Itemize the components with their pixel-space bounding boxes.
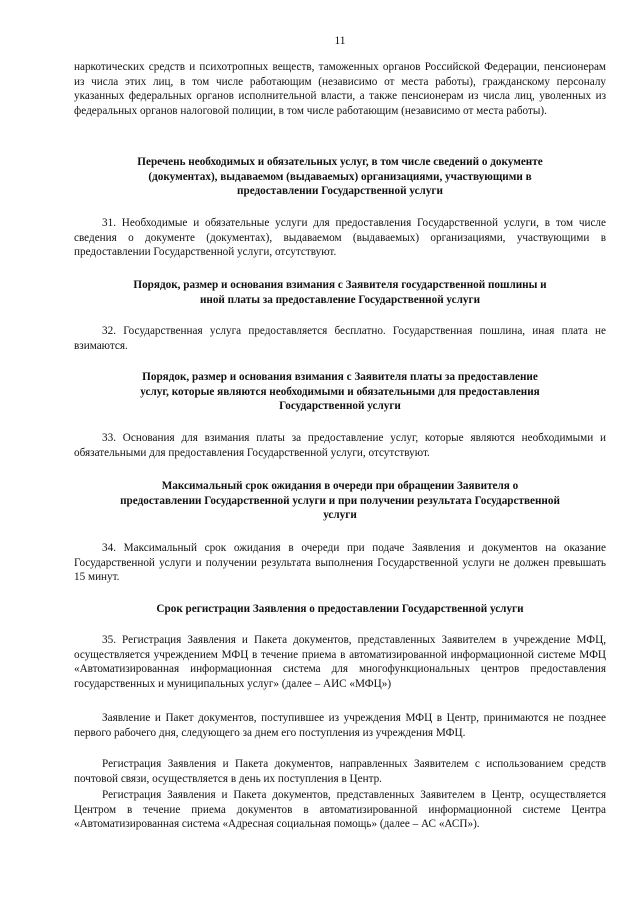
- heading-line: Срок регистрации Заявления о предоставлении Государственной услуги: [156, 603, 524, 615]
- heading-line: Государственной услуги: [279, 400, 401, 413]
- paragraph-34: 34. Максимальный срок ожидания в очереди при подаче Заявления и документов на оказание Государственной услуги и получении результата выполнения Государственной услуги не должен превышать 15 минут.: [74, 542, 606, 584]
- heading-line: Перечень необходимых и обязательных услуг, в том числе сведений о документе: [137, 156, 543, 168]
- paragraph-35-center: Регистрация Заявления и Пакета документов, представленных Заявителем в Центр, осуществляется Центром в течение приема документов в автоматизированной информационной системе Центра «Автоматизированная система «Адресная социальная помощь» (далее – АС «АСП»).: [74, 789, 606, 831]
- paragraph-35: 35. Регистрация Заявления и Пакета документов, представленных Заявителем в учреждение МФЦ, осуществляется учреждением МФЦ в течение приема в автоматизированной информационной системе МФЦ «Автоматизированная информационная система для многофункциональных центров предоставления государственных и муниципальных услуг» (далее – АИС «МФЦ»): [74, 634, 606, 690]
- heading-fee-for-services: [74, 370, 606, 414]
- heading-required-services: [74, 155, 606, 199]
- heading-line: услуги: [323, 509, 357, 522]
- paragraph-33: 33. Основания для взимания платы за предоставление услуг, которые являются необходимыми и обязательными для предоставления Государственной услуги, отсутствуют.: [74, 432, 606, 459]
- heading-registration-term: [74, 602, 606, 617]
- paragraph-31: 31. Необходимые и обязательные услуги для предоставления Государственной услуги, в том числе сведения о документе (документах), выдаваемом (выдаваемых) организациями, участвующими в предоставлении Государственной услуги, отсутствуют.: [74, 217, 606, 259]
- heading-line: Порядок, размер и основания взимания с Заявителя государственной пошлины и: [133, 279, 547, 291]
- heading-line: предоставлении Государственной услуги и при получении результата Государственной: [120, 494, 560, 507]
- paragraph-35-post: Регистрация Заявления и Пакета документов, направленных Заявителем с использованием средств почтовой связи, осуществляется в день их поступления в Центр.: [74, 758, 606, 785]
- heading-line: услуг, которые являются необходимыми и обязательными для предоставления: [140, 385, 540, 398]
- heading-line: предоставлении Государственной услуги: [237, 185, 443, 198]
- heading-line: иной платы за предоставление Государственной услуги: [199, 293, 481, 306]
- paragraph-intro: наркотических средств и психотропных веществ, таможенных органов Российской Федерации, пенсионерам из числа этих лиц, в том числе работающим (независимо от места работы), гражданскому персоналу указанных федеральных органов исполнительной власти, а также пенсионерам из числа лиц, уволенных из федеральных органов налоговой полиции, в том числе работающим (независимо от места работы).: [74, 61, 606, 117]
- heading-queue-time: [74, 479, 606, 523]
- heading-state-fee: [74, 278, 606, 307]
- heading-line: Максимальный срок ожидания в очереди при обращении Заявителя о: [161, 480, 519, 492]
- paragraph-32: 32. Государственная услуга предоставляется бесплатно. Государственная пошлина, иная плата не взимаются.: [74, 325, 606, 352]
- page-number: 11: [334, 35, 346, 47]
- heading-line: (документах), выдаваемом (выдаваемых) организациями, участвующими в: [148, 170, 532, 183]
- paragraph-35-mfc: Заявление и Пакет документов, поступившее из учреждения МФЦ в Центр, принимаются не позднее первого рабочего дня, следующего за днем его поступления из учреждения МФЦ.: [74, 712, 606, 739]
- heading-line: Порядок, размер и основания взимания с Заявителя платы за предоставление: [142, 371, 538, 383]
